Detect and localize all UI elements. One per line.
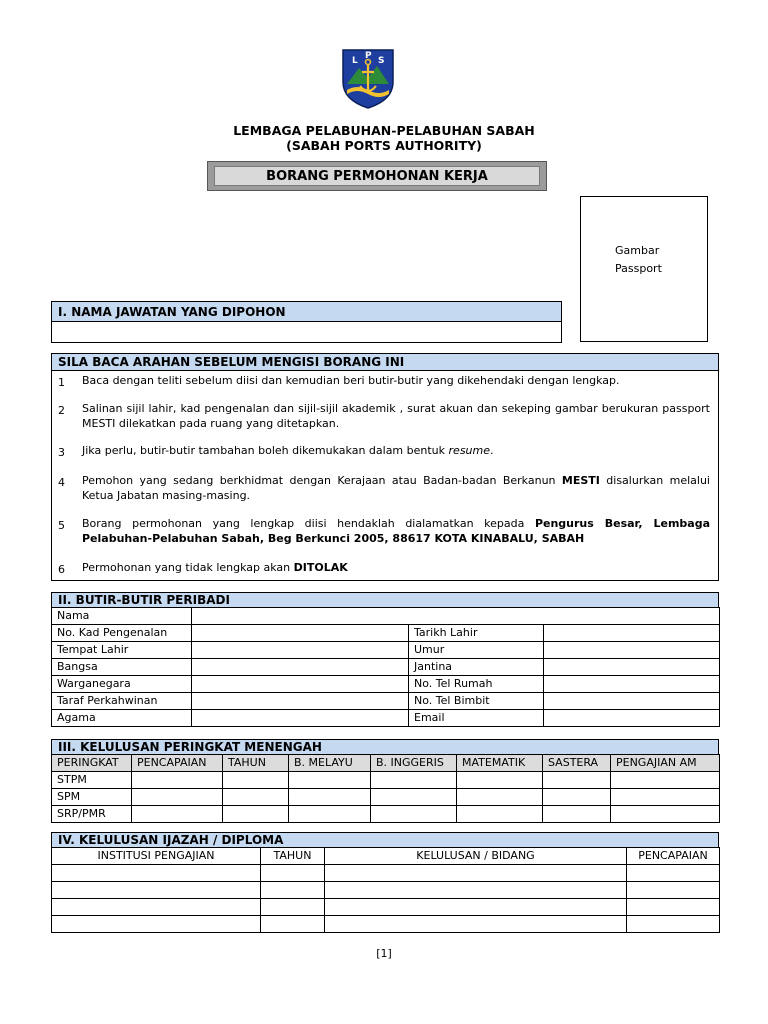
table-row: [52, 676, 720, 693]
passport-photo-box[interactable]: [580, 196, 708, 342]
row-label-srp-pmr: SRP/PMR: [52, 806, 132, 823]
section4-title: IV. KELULUSAN IJAZAH / DIPLOMA: [58, 833, 284, 847]
cell[interactable]: [457, 772, 543, 789]
col-institusi: INSTITUSI PENGAJIAN: [52, 848, 261, 865]
cell[interactable]: [611, 806, 720, 823]
cell[interactable]: [261, 882, 325, 899]
cell[interactable]: [457, 806, 543, 823]
cell[interactable]: [457, 789, 543, 806]
input-left-4[interactable]: [192, 676, 409, 693]
label-left-5: Taraf Perkahwinan: [52, 693, 192, 710]
col-tahun: TAHUN: [223, 755, 289, 772]
col-matematik: MATEMATIK: [457, 755, 543, 772]
section4-header: [51, 832, 719, 848]
table-header-row: [52, 848, 720, 865]
col-sastera: SASTERA: [543, 755, 611, 772]
col-b-inggeris: B. INGGERIS: [371, 755, 457, 772]
cell[interactable]: [543, 789, 611, 806]
org-name: LEMBAGA PELABUHAN-PELABUHAN SABAH: [233, 123, 535, 138]
cell[interactable]: [371, 806, 457, 823]
cell[interactable]: [261, 865, 325, 882]
table-row: [52, 882, 720, 899]
cell[interactable]: [627, 916, 720, 933]
personal-details-table: [51, 607, 720, 727]
table-row: [52, 865, 720, 882]
input-left-1[interactable]: [192, 625, 409, 642]
label-left-3: Bangsa: [52, 659, 192, 676]
input-right-1[interactable]: [544, 625, 720, 642]
instructions-header: [51, 353, 719, 371]
photo-label-2: Passport: [615, 262, 662, 275]
input-right-4[interactable]: [544, 676, 720, 693]
table-row: [52, 659, 720, 676]
cell[interactable]: [132, 772, 223, 789]
label-left-6: Agama: [52, 710, 192, 727]
cell[interactable]: [223, 772, 289, 789]
input-left-5[interactable]: [192, 693, 409, 710]
table-row: [52, 625, 720, 642]
table-row: [52, 806, 720, 823]
input-right-6[interactable]: [544, 710, 720, 727]
input-nama[interactable]: [192, 608, 720, 625]
input-left-6[interactable]: [192, 710, 409, 727]
cell[interactable]: [371, 772, 457, 789]
table-row: [52, 789, 720, 806]
cell[interactable]: [611, 789, 720, 806]
table-header-row: [52, 755, 720, 772]
row-label-stpm: STPM: [52, 772, 132, 789]
form-title-box: [207, 161, 547, 191]
col-tahun: TAHUN: [261, 848, 325, 865]
section1-header: [51, 301, 562, 322]
cell[interactable]: [132, 789, 223, 806]
label-left-4: Warganegara: [52, 676, 192, 693]
position-applied-field[interactable]: [51, 321, 562, 343]
cell[interactable]: [543, 772, 611, 789]
logo-letter-s: S: [378, 56, 385, 66]
cell[interactable]: [627, 882, 720, 899]
instructions-list: 1 Baca dengan teliti sebelum diisi dan kemudian beri butir-butir yang dikehendaki dengan lengkap. 2 Salinan sijil lahir, kad pengenalan dan sijil-sijil akademik , surat akuan dan sekeping gambar berukuran passport MESTI dilekatkan pada ruang yang ditetapkan. 3 Jika perlu, butir-butir tambahan boleh dikemukakan dalam bentuk resume. 4 Pemohon yang sedang berkhidmat dengan Kerajaan atau Badan-badan Berkanun MESTI disalurkan melalui Ketua Jabatan masing-masing. 5 Borang permohonan yang lengkap diisi hendaklah dialamatkan kepada Pengurus Besar, Lembaga Pelabuhan-Pelabuhan Sabah, Beg Berkunci 2005, 88617 KOTA KINABALU, SABAH 6 Permohonan yang tidak lengkap akan DITOLAK: [51, 371, 719, 581]
col-b-melayu: B. MELAYU: [289, 755, 371, 772]
cell[interactable]: [325, 865, 627, 882]
table-row: [52, 710, 720, 727]
logo-letter-l: L: [352, 56, 358, 66]
col-pengajian-am: PENGAJIAN AM: [611, 755, 720, 772]
cell[interactable]: [223, 789, 289, 806]
section3-header: [51, 739, 719, 755]
cell[interactable]: [132, 806, 223, 823]
label-right-1: Tarikh Lahir: [409, 625, 544, 642]
input-right-5[interactable]: [544, 693, 720, 710]
cell[interactable]: [289, 772, 371, 789]
table-row: [52, 608, 720, 625]
instructions-title: SILA BACA ARAHAN SEBELUM MENGISI BORANG INI: [58, 355, 405, 369]
input-left-2[interactable]: [192, 642, 409, 659]
lps-logo: [341, 48, 395, 110]
photo-top-line: [581, 196, 707, 197]
section2-title: II. BUTIR-BUTIR PERIBADI: [58, 593, 230, 607]
cell[interactable]: [289, 806, 371, 823]
cell[interactable]: [261, 899, 325, 916]
label-right-3: Jantina: [409, 659, 544, 676]
section1-title: I. NAMA JAWATAN YANG DIPOHON: [58, 304, 286, 319]
col-peringkat: PERINGKAT: [52, 755, 132, 772]
table-row: [52, 693, 720, 710]
cell[interactable]: [543, 806, 611, 823]
col-pencapaian: PENCAPAIAN: [132, 755, 223, 772]
label-nama: Nama: [52, 608, 192, 625]
org-name-en: (SABAH PORTS AUTHORITY): [286, 138, 482, 153]
logo-letter-p: P: [365, 51, 372, 61]
table-row: [52, 772, 720, 789]
photo-label-1: Gambar: [615, 244, 660, 257]
cell[interactable]: [52, 916, 261, 933]
label-left-2: Tempat Lahir: [52, 642, 192, 659]
cell[interactable]: [289, 789, 371, 806]
cell[interactable]: [325, 882, 627, 899]
label-right-4: No. Tel Rumah: [409, 676, 544, 693]
table-row: [52, 899, 720, 916]
form-title: BORANG PERMOHONAN KERJA: [214, 166, 540, 186]
input-right-2[interactable]: [544, 642, 720, 659]
cell[interactable]: [52, 882, 261, 899]
cell[interactable]: [627, 865, 720, 882]
cell[interactable]: [261, 916, 325, 933]
cell[interactable]: [611, 772, 720, 789]
row-label-spm: SPM: [52, 789, 132, 806]
label-right-6: Email: [409, 710, 544, 727]
col-kelulusan-bidang: KELULUSAN / BIDANG: [325, 848, 627, 865]
label-right-2: Umur: [409, 642, 544, 659]
table-row: [52, 642, 720, 659]
cell[interactable]: [325, 899, 627, 916]
label-left-1: No. Kad Pengenalan: [52, 625, 192, 642]
page-number: [1]: [376, 947, 392, 960]
cell[interactable]: [325, 916, 627, 933]
table-row: [52, 916, 720, 933]
degree-diploma-table: [51, 847, 720, 933]
cell[interactable]: [52, 865, 261, 882]
input-right-3[interactable]: [544, 659, 720, 676]
input-left-3[interactable]: [192, 659, 409, 676]
section2-header: [51, 592, 719, 608]
cell[interactable]: [627, 899, 720, 916]
secondary-results-table: [51, 754, 720, 823]
section3-title: III. KELULUSAN PERINGKAT MENENGAH: [58, 740, 322, 754]
label-right-5: No. Tel Bimbit: [409, 693, 544, 710]
col-pencapaian: PENCAPAIAN: [627, 848, 720, 865]
cell[interactable]: [52, 899, 261, 916]
cell[interactable]: [371, 789, 457, 806]
cell[interactable]: [223, 806, 289, 823]
